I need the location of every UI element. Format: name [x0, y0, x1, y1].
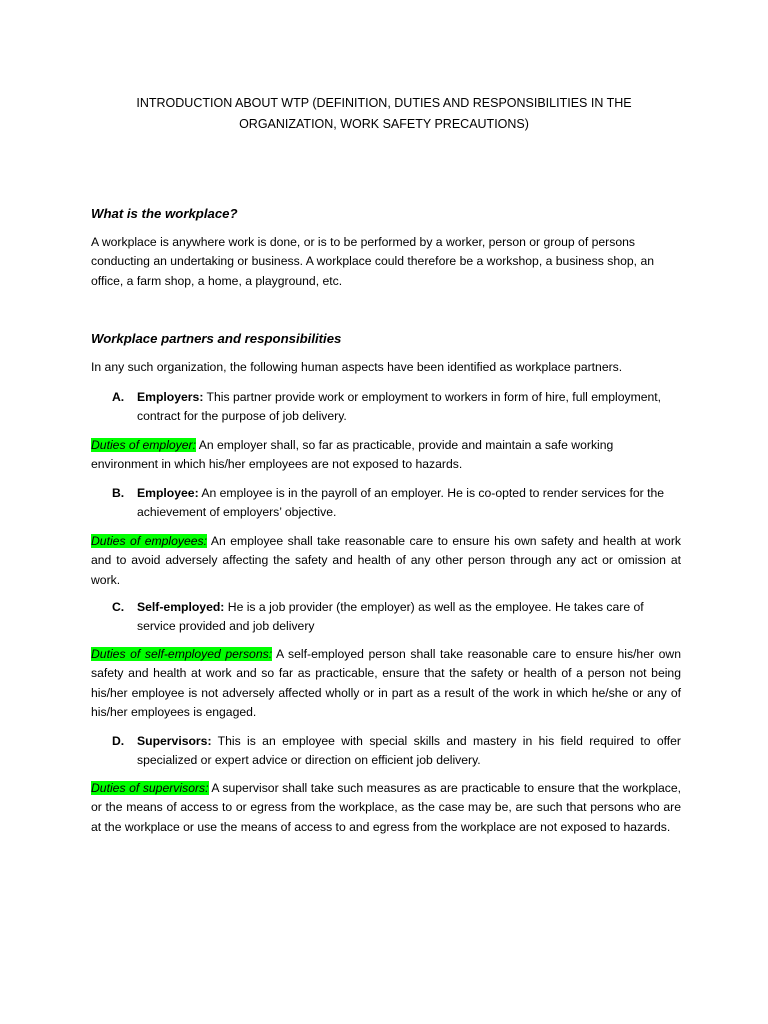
- list-letter: A.: [112, 390, 125, 404]
- list-item-body: [137, 388, 681, 427]
- term-description: This partner provide work or employment to workers in form of hire, full employment, contract for the purpose of job delivery.: [137, 390, 662, 424]
- section-heading-workplace: What is the workplace?: [91, 206, 238, 221]
- term-label: Employee:: [137, 486, 199, 500]
- page-title: INTRODUCTION ABOUT WTP (DEFINITION, DUTIES AND RESPONSIBILITIES IN THE ORGANIZATION, WORK SAFETY PRECAUTIONS): [136, 96, 632, 131]
- list-letter: C.: [112, 600, 125, 614]
- duty-highlight-label: Duties of employer:: [91, 438, 196, 452]
- duties-employees: [91, 532, 681, 590]
- term-description: He is a job provider (the employer) as well as the employee. He takes care of service provided and job delivery: [137, 600, 644, 634]
- duties-self-employed: [91, 645, 681, 722]
- partners-intro: In any such organization, the following human aspects have been identified as workplace partners.: [91, 360, 623, 374]
- term-description: This is an employee with special skills and mastery in his field required to offer specialized or expert advice or direction on efficient job delivery.: [137, 734, 681, 768]
- duty-text: An employer shall, so far as practicable, provide and maintain a safe working environment in which his/her employees are not exposed to hazards.: [91, 438, 614, 472]
- duty-highlight-label: Duties of self-employed persons:: [91, 647, 273, 661]
- list-item-body: [137, 598, 681, 637]
- duty-highlight-label: Duties of supervisors:: [91, 781, 209, 795]
- list-item-body: [137, 484, 681, 523]
- duties-employer: [91, 436, 681, 475]
- duty-text: A supervisor shall take such measures as are practicable to ensure that the workplace, or the means of access to or egress from the workplace, as the case may be, are such that persons who are at the workplace or use the means of access to and egress from the workplace are not exposed to hazards.: [91, 781, 681, 834]
- list-letter: B.: [112, 486, 125, 500]
- term-label: Supervisors:: [137, 734, 212, 748]
- term-description: An employee is in the payroll of an employer. He is co-opted to render services for the achievement of employers’ objective.: [137, 486, 665, 520]
- workplace-definition: A workplace is anywhere work is done, or is to be performed by a worker, person or group of persons conducting an undertaking or business. A workplace could therefore be a workshop, a business shop, an office, a farm shop, a home, a playground, etc.: [91, 235, 655, 288]
- term-label: Self-employed:: [137, 600, 225, 614]
- duty-text: An employee shall take reasonable care to ensure his own safety and health at work and to avoid adversely affecting the safety and health of any other person through any act or omission at work.: [91, 534, 681, 587]
- list-letter: D.: [112, 734, 125, 748]
- duty-text: A self-employed person shall take reasonable care to ensure his/her own safety and health at work and so far as practicable, ensure that the safety or health of a person not being his/her employee is not adversely affected wholly or in part as a result of the work in which he/she or any of his/her employees is engaged.: [91, 647, 681, 719]
- list-item-body: [137, 732, 681, 771]
- duty-highlight-label: Duties of employees:: [91, 534, 208, 548]
- duties-supervisors: [91, 779, 681, 837]
- term-label: Employers:: [137, 390, 204, 404]
- section-heading-partners: Workplace partners and responsibilities: [91, 331, 342, 346]
